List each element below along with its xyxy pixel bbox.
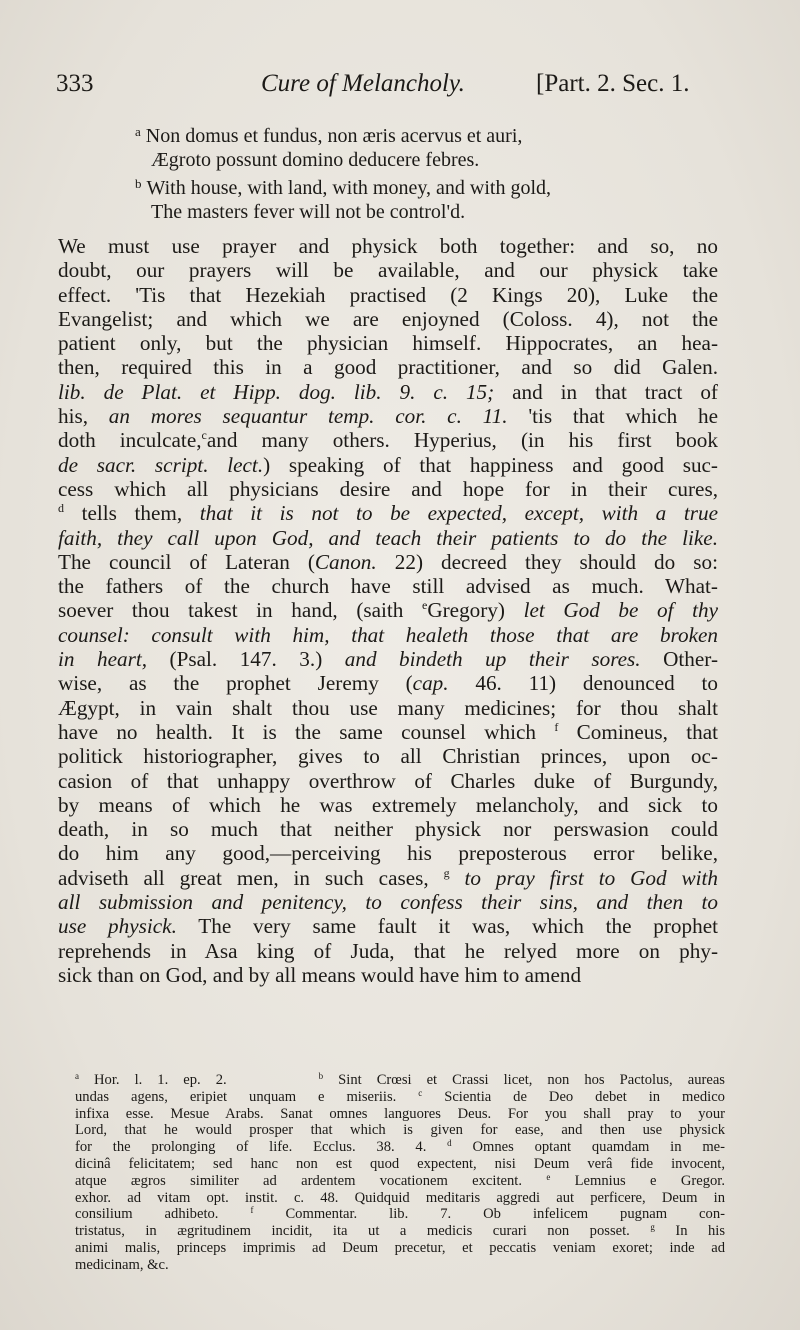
text-line: [58, 623, 718, 647]
text-run: Gregory): [427, 598, 524, 623]
text-line: do him any good,—perceiving his preposterous error belike,: [58, 841, 718, 866]
text-run: Omnes optant quamdam in me-: [451, 1139, 726, 1156]
verse-text: Non domus et fundus, non æris acervus et auri,: [145, 125, 523, 147]
text-run: adviseth all great men, in such cases,: [58, 865, 444, 890]
citation: de sacr. script. lect.: [58, 452, 264, 477]
text-run: his,: [58, 404, 109, 429]
quotation: to pray first to God with: [449, 865, 718, 890]
text-line: politick historiographer, gives to all Christian princes, upon oc-: [58, 744, 718, 769]
footnote-ref: d: [58, 501, 64, 516]
quotation: that it is not to be expected, except, with a true: [199, 501, 718, 526]
text-line: casion of that unhappy overthrow of Charles duke of Burgundy,: [58, 768, 718, 793]
text-run: The council of Lateran (: [58, 549, 315, 574]
verse-line: The masters fever will not be control'd.: [151, 201, 466, 223]
text-run: 22) decreed they should do so:: [376, 549, 718, 574]
footnote-line: exhor. ad vitam opt. instit. c. 48. Quidquid meditaris aggredi aut perficere, Deum in: [75, 1189, 725, 1206]
text-line: by means of which he was extremely melancholy, and sick to: [58, 792, 718, 817]
footnote-line: [75, 1206, 725, 1223]
page-header: [56, 70, 736, 110]
verse-line: [135, 172, 695, 200]
text-line: We must use prayer and physick both together: and so, no: [58, 234, 718, 258]
quotation: use physick.: [58, 914, 177, 939]
footnote-mark: a: [75, 1071, 79, 1081]
footnote-ref: g: [443, 865, 450, 880]
text-run: have no health. It is the same counsel which: [58, 719, 555, 744]
text-run: The very same fault it was, which the prophet: [176, 914, 718, 939]
text-line: [58, 501, 718, 525]
quotation: faith, they call upon God, and teach their patients to do the like.: [58, 525, 718, 550]
text-run: tristatus, in ægritudinem incidit, ita ut a medicis curari non posset.: [75, 1223, 630, 1240]
running-title: Cure of Melancholy.: [261, 70, 465, 97]
text-run: for the prolonging of life. Ecclus. 38. 4.: [75, 1139, 427, 1156]
text-line: [58, 453, 718, 477]
text-run: 'tis that which he: [507, 404, 718, 429]
text-line: patient only, but the physician himself. Hippocrates, an hea-: [58, 331, 718, 356]
text-run: Lemnius e Gregor.: [550, 1172, 725, 1189]
footnote-mark: d: [447, 1138, 452, 1149]
footnote-mark: c: [418, 1087, 423, 1098]
text-line: [58, 598, 718, 622]
footnote-line: [75, 1139, 725, 1156]
footnote-line: dicinâ felicitatem; sed hanc non est quod expectent, nisi Deum verâ fide invocent,: [75, 1155, 725, 1172]
text-run: ) speaking of that happiness and good suc-: [263, 452, 718, 477]
text-run: and many others. Hyperius, (in his first book: [206, 428, 718, 453]
citation: cap.: [412, 671, 449, 696]
part-section: [Part. 2. Sec. 1.: [536, 70, 690, 97]
text-run: Commentar. lib. 7. Ob infelicem pugnam con-: [253, 1206, 725, 1223]
verse-line: Ægroto possunt domino deducere febres.: [151, 149, 480, 171]
quotation: in heart,: [58, 647, 148, 672]
quotation: all submission and penitency, to confess their sins, and then to: [58, 890, 718, 915]
quotation: and bindeth up their sores.: [344, 647, 641, 672]
footnote-mark: e: [546, 1171, 551, 1182]
footnote-ref: c: [201, 428, 207, 443]
text-line: [58, 647, 718, 671]
text-line: reprehends in Asa king of Juda, that he relyed more on phy-: [58, 938, 718, 963]
text-line: [58, 866, 718, 890]
main-text: [58, 234, 718, 987]
citation: an mores sequantur temp. cor. c. 11.: [108, 404, 508, 429]
footnote-line: animi malis, princeps imprimis ad Deum precetur, et peccatis veniam exoret; inde ad: [75, 1239, 725, 1256]
text-run: tells them,: [64, 501, 200, 526]
text-line: then, required this in a good practitioner, and so did Galen.: [58, 355, 718, 380]
text-run: wise, as the prophet Jeremy (: [58, 671, 413, 696]
text-run: In his: [654, 1223, 726, 1240]
text-line: cess which all physicians desire and hope for in their cures,: [58, 476, 718, 501]
text-run: atque ægros similiter ad ardentem vocationem excitent.: [75, 1172, 522, 1189]
footnote-line: [75, 1072, 725, 1089]
text-line: doubt, our prayers will be available, and our physick take: [58, 258, 718, 283]
text-run: consilium adhibeto.: [75, 1206, 219, 1223]
text-line: [58, 720, 718, 744]
verse-line: [135, 120, 695, 148]
footnote-ref: e: [422, 598, 428, 613]
text-line: [58, 380, 718, 404]
text-run: 46. 11) denounced to: [448, 671, 718, 696]
text-line: death, in so much that neither physick nor perswasion could: [58, 817, 718, 842]
verse-english: [135, 172, 695, 224]
text-line: sick than on God, and by all means would have him to amend: [58, 962, 582, 987]
text-line: the fathers of the church have still advised as much. What-: [58, 574, 718, 599]
footnote-line: Lord, that he would prosper that which is given for ease, and then use physick: [75, 1122, 725, 1139]
verse-text: With house, with land, with money, and with gold,: [146, 177, 552, 199]
text-line: effect. 'Tis that Hezekiah practised (2 Kings 20), Luke the: [58, 282, 718, 307]
text-run: Comineus, that: [558, 719, 718, 744]
text-run: Hor. l. 1. ep. 2.: [79, 1072, 227, 1088]
text-line: Ægypt, in vain shalt thou use many medicines; for thou shalt: [58, 695, 718, 720]
footnotes: [75, 1072, 725, 1274]
quotation: counsel: consult with him, that healeth those that are broken: [58, 622, 718, 647]
footnote-mark: f: [250, 1205, 254, 1216]
footnote-mark: g: [650, 1222, 655, 1233]
footnote-line: medicinam, &c.: [75, 1256, 169, 1273]
text-line: Evangelist; and which we are enjoyned (Coloss. 4), not the: [58, 306, 718, 331]
quotation: let God be of thy: [523, 598, 718, 623]
text-line: [58, 671, 718, 695]
page-number: 333: [56, 70, 94, 97]
text-run: soever thou takest in hand, (saith: [58, 598, 422, 623]
text-line: [58, 428, 718, 452]
footnote-mark: a: [135, 124, 141, 139]
citation: Canon.: [314, 549, 377, 574]
text-run: (Psal. 147. 3.): [147, 647, 345, 672]
text-line: [58, 404, 718, 428]
text-run: doth inculcate,: [58, 428, 202, 453]
footnote-mark: b: [135, 176, 142, 191]
text-run: and in that tract of: [494, 379, 718, 404]
footnote-ref: f: [554, 719, 559, 734]
footnote-line: infixa esse. Mesue Arabs. Sanat omnes languores Deus. For you shall pray to your: [75, 1105, 725, 1122]
text-run: Scientia de Deo debet in medico: [422, 1088, 725, 1105]
verse-latin: [135, 120, 695, 172]
text-run: undas agens, eripiet unquam e miseriis.: [75, 1088, 397, 1105]
text-run: Other-: [640, 647, 718, 672]
text-run: Sint Crœsi et Crassi licet, non hos Pactolus, aureas: [323, 1072, 725, 1088]
text-line: [58, 550, 718, 574]
citation: lib. de Plat. et Hipp. dog. lib. 9. c. 15;: [58, 379, 495, 404]
footnote-mark: b: [318, 1071, 324, 1081]
text-line: [58, 914, 718, 938]
footnote-line: [75, 1223, 725, 1240]
text-line: [58, 890, 718, 914]
text-line: [58, 526, 718, 550]
footnote-line: [75, 1173, 725, 1190]
footnote-line: [75, 1089, 725, 1106]
